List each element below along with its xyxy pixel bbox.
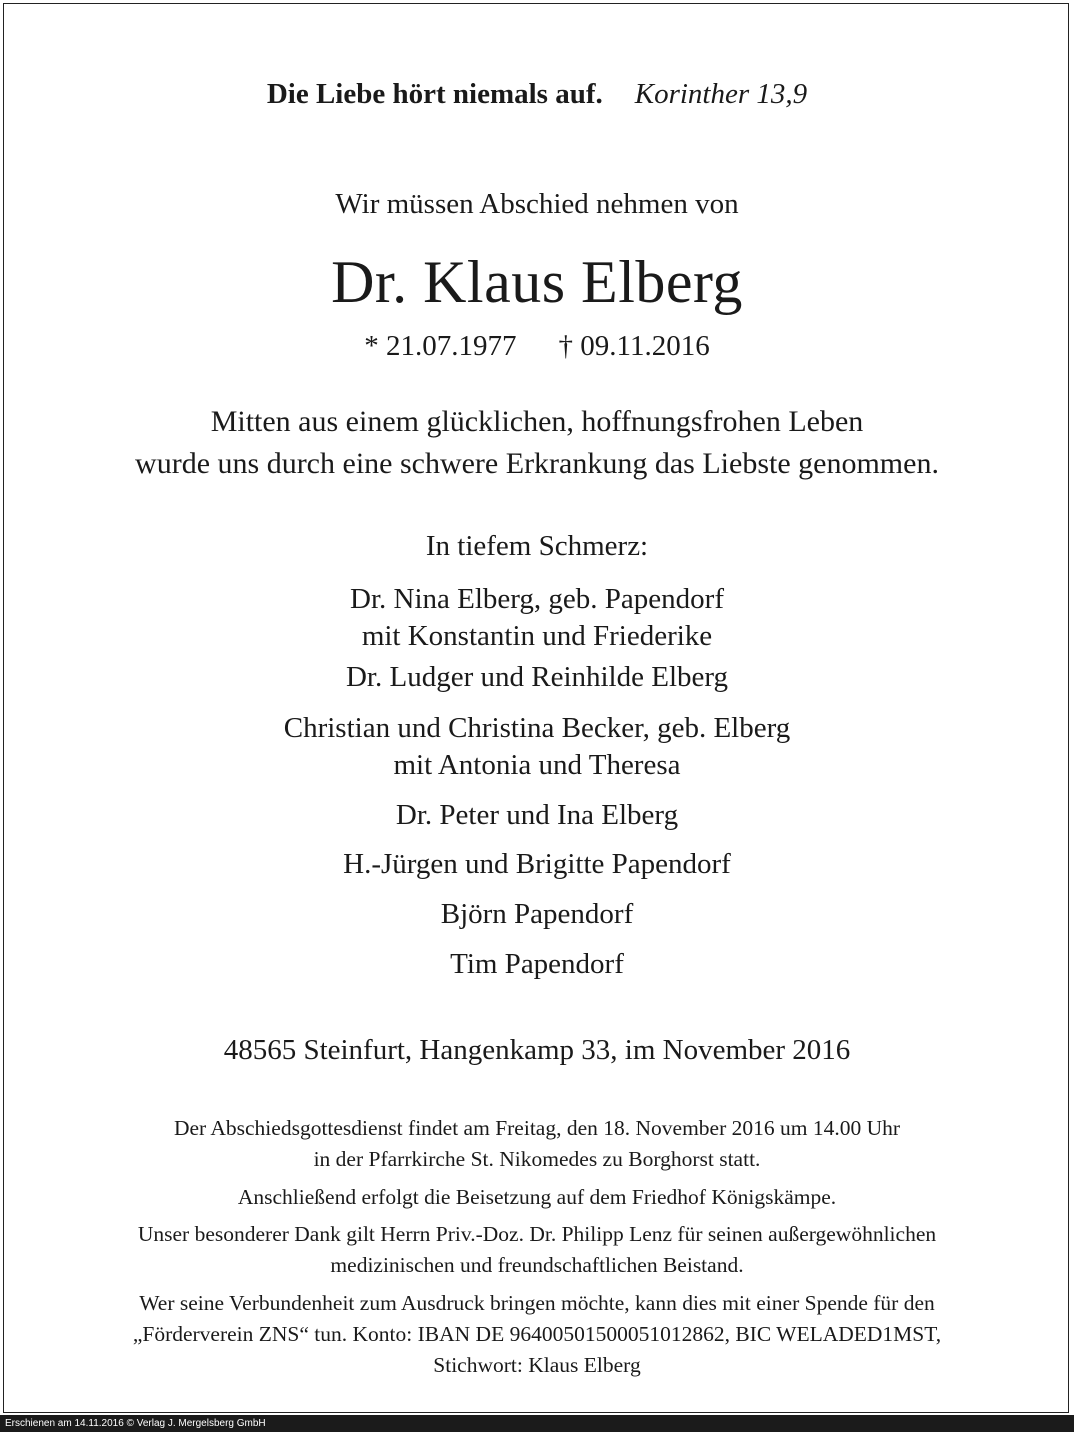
memorial-text-line: Mitten aus einem glücklichen, hoffnungsfrohen Leben xyxy=(210,405,864,438)
donation-note xyxy=(0,1288,1074,1381)
mourner-line: Björn Papendorf xyxy=(440,898,634,930)
thanks-note xyxy=(0,1219,1074,1281)
note-line: Unser besonderer Dank gilt Herrn Priv.-Doz. Dr. Philipp Lenz für seinen außergewöhnlichen xyxy=(137,1222,937,1246)
intro-line: Wir müssen Abschied nehmen von xyxy=(335,188,739,220)
mourner-entry xyxy=(0,659,1074,696)
note-line: Der Abschiedsgottesdienst findet am Freitag, den 18. November 2016 um 14.00 Uhr xyxy=(173,1116,901,1140)
burial-note xyxy=(0,1182,1074,1213)
note-line: Wer seine Verbundenheit zum Ausdruck bringen möchte, kann dies mit einer Spende für den xyxy=(139,1291,935,1315)
mourner-line: Dr. Nina Elberg, geb. Papendorf xyxy=(350,583,724,615)
mourner-line: Dr. Peter und Ina Elberg xyxy=(395,799,679,831)
mourner-entry xyxy=(0,896,1074,933)
mourner-line: mit Antonia und Theresa xyxy=(393,749,681,781)
mourner-entry xyxy=(0,797,1074,834)
death-date: † 09.11.2016 xyxy=(558,330,710,362)
mourner-line: Christian und Christina Becker, geb. Elberg xyxy=(283,712,791,744)
motto xyxy=(0,78,1074,111)
mourner-line: mit Konstantin und Friederike xyxy=(361,620,713,652)
publication-footer: Erschienen am 14.11.2016 © Verlag J. Mergelsberg GmbH xyxy=(0,1415,1074,1432)
note-line: medizinischen und freundschaftlichen Beistand. xyxy=(330,1253,744,1277)
mourner-entry xyxy=(0,946,1074,983)
motto-reference: Korinther 13,9 xyxy=(634,78,808,110)
note-line: Anschließend erfolgt die Beisetzung auf dem Friedhof Königskämpe. xyxy=(237,1185,837,1209)
mourning-heading: In tiefem Schmerz: xyxy=(425,530,649,562)
life-dates xyxy=(0,330,1074,363)
mourner-entry xyxy=(0,846,1074,883)
mourner-line: Dr. Ludger und Reinhilde Elberg xyxy=(345,661,729,693)
note-line: Stichwort: Klaus Elberg xyxy=(433,1353,641,1377)
mourner-line: Tim Papendorf xyxy=(450,948,624,980)
deceased-name: Dr. Klaus Elberg xyxy=(331,249,743,315)
memorial-text xyxy=(0,401,1074,485)
service-note xyxy=(0,1113,1074,1175)
memorial-text-line: wurde uns durch eine schwere Erkrankung das Liebste genommen. xyxy=(135,447,939,480)
birth-date: * 21.07.1977 xyxy=(364,330,517,362)
address-line: 48565 Steinfurt, Hangenkamp 33, im November 2016 xyxy=(223,1034,851,1066)
mourner-line: H.-Jürgen und Brigitte Papendorf xyxy=(343,848,731,880)
motto-quote: Die Liebe hört niemals auf. xyxy=(266,78,603,110)
mourner-entry xyxy=(0,710,1074,784)
mourner-entry xyxy=(0,581,1074,655)
note-line: „Förderverein ZNS“ tun. Konto: IBAN DE 96400501500051012862, BIC WELADED1MST, xyxy=(132,1322,942,1346)
note-line: in der Pfarrkirche St. Nikomedes zu Borghorst statt. xyxy=(313,1147,761,1171)
